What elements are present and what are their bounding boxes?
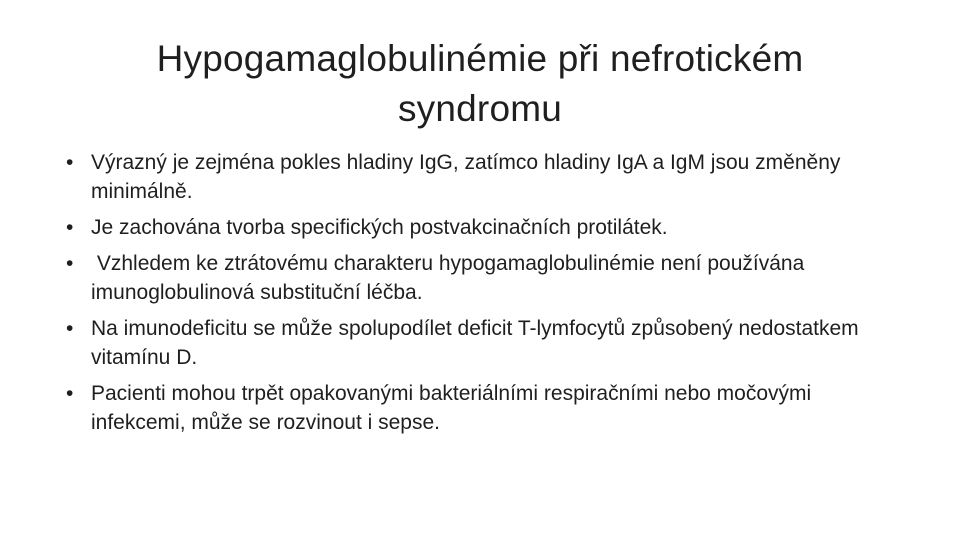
- list-item: [66, 213, 896, 242]
- list-item: [66, 379, 896, 437]
- slide-title: Hypogamaglobulinémie při nefrotickém syndromu: [156, 38, 804, 129]
- bullet-text: Na imunodeficitu se může spolupodílet deficit T-lymfocytů způsobený nedostatkem vitamínu D.: [91, 317, 859, 369]
- bullet-marker: •: [66, 317, 74, 340]
- bullet-marker: •: [66, 151, 74, 174]
- bullet-marker: •: [66, 382, 74, 405]
- list-item: [66, 148, 896, 206]
- bullet-marker: •: [66, 252, 74, 275]
- bullet-text: Pacienti mohou trpět opakovanými bakteriálními respiračními nebo močovými infekcemi, může se rozvinout i sepse.: [91, 382, 812, 434]
- bullet-text: Vzhledem ke ztrátovému charakteru hypogamaglobulinémie není používána imunoglobulinová substituční léčba.: [91, 252, 811, 304]
- bullet-marker: •: [66, 216, 74, 239]
- bullet-text: Výrazný je zejména pokles hladiny IgG, zatímco hladiny IgA a IgM jsou změněny minimálně.: [91, 151, 841, 203]
- list-item: [66, 249, 896, 307]
- bullet-list: [66, 148, 896, 444]
- bullet-text: Je zachována tvorba specifických postvakcinačních protilátek.: [91, 216, 668, 239]
- list-item: [66, 314, 896, 372]
